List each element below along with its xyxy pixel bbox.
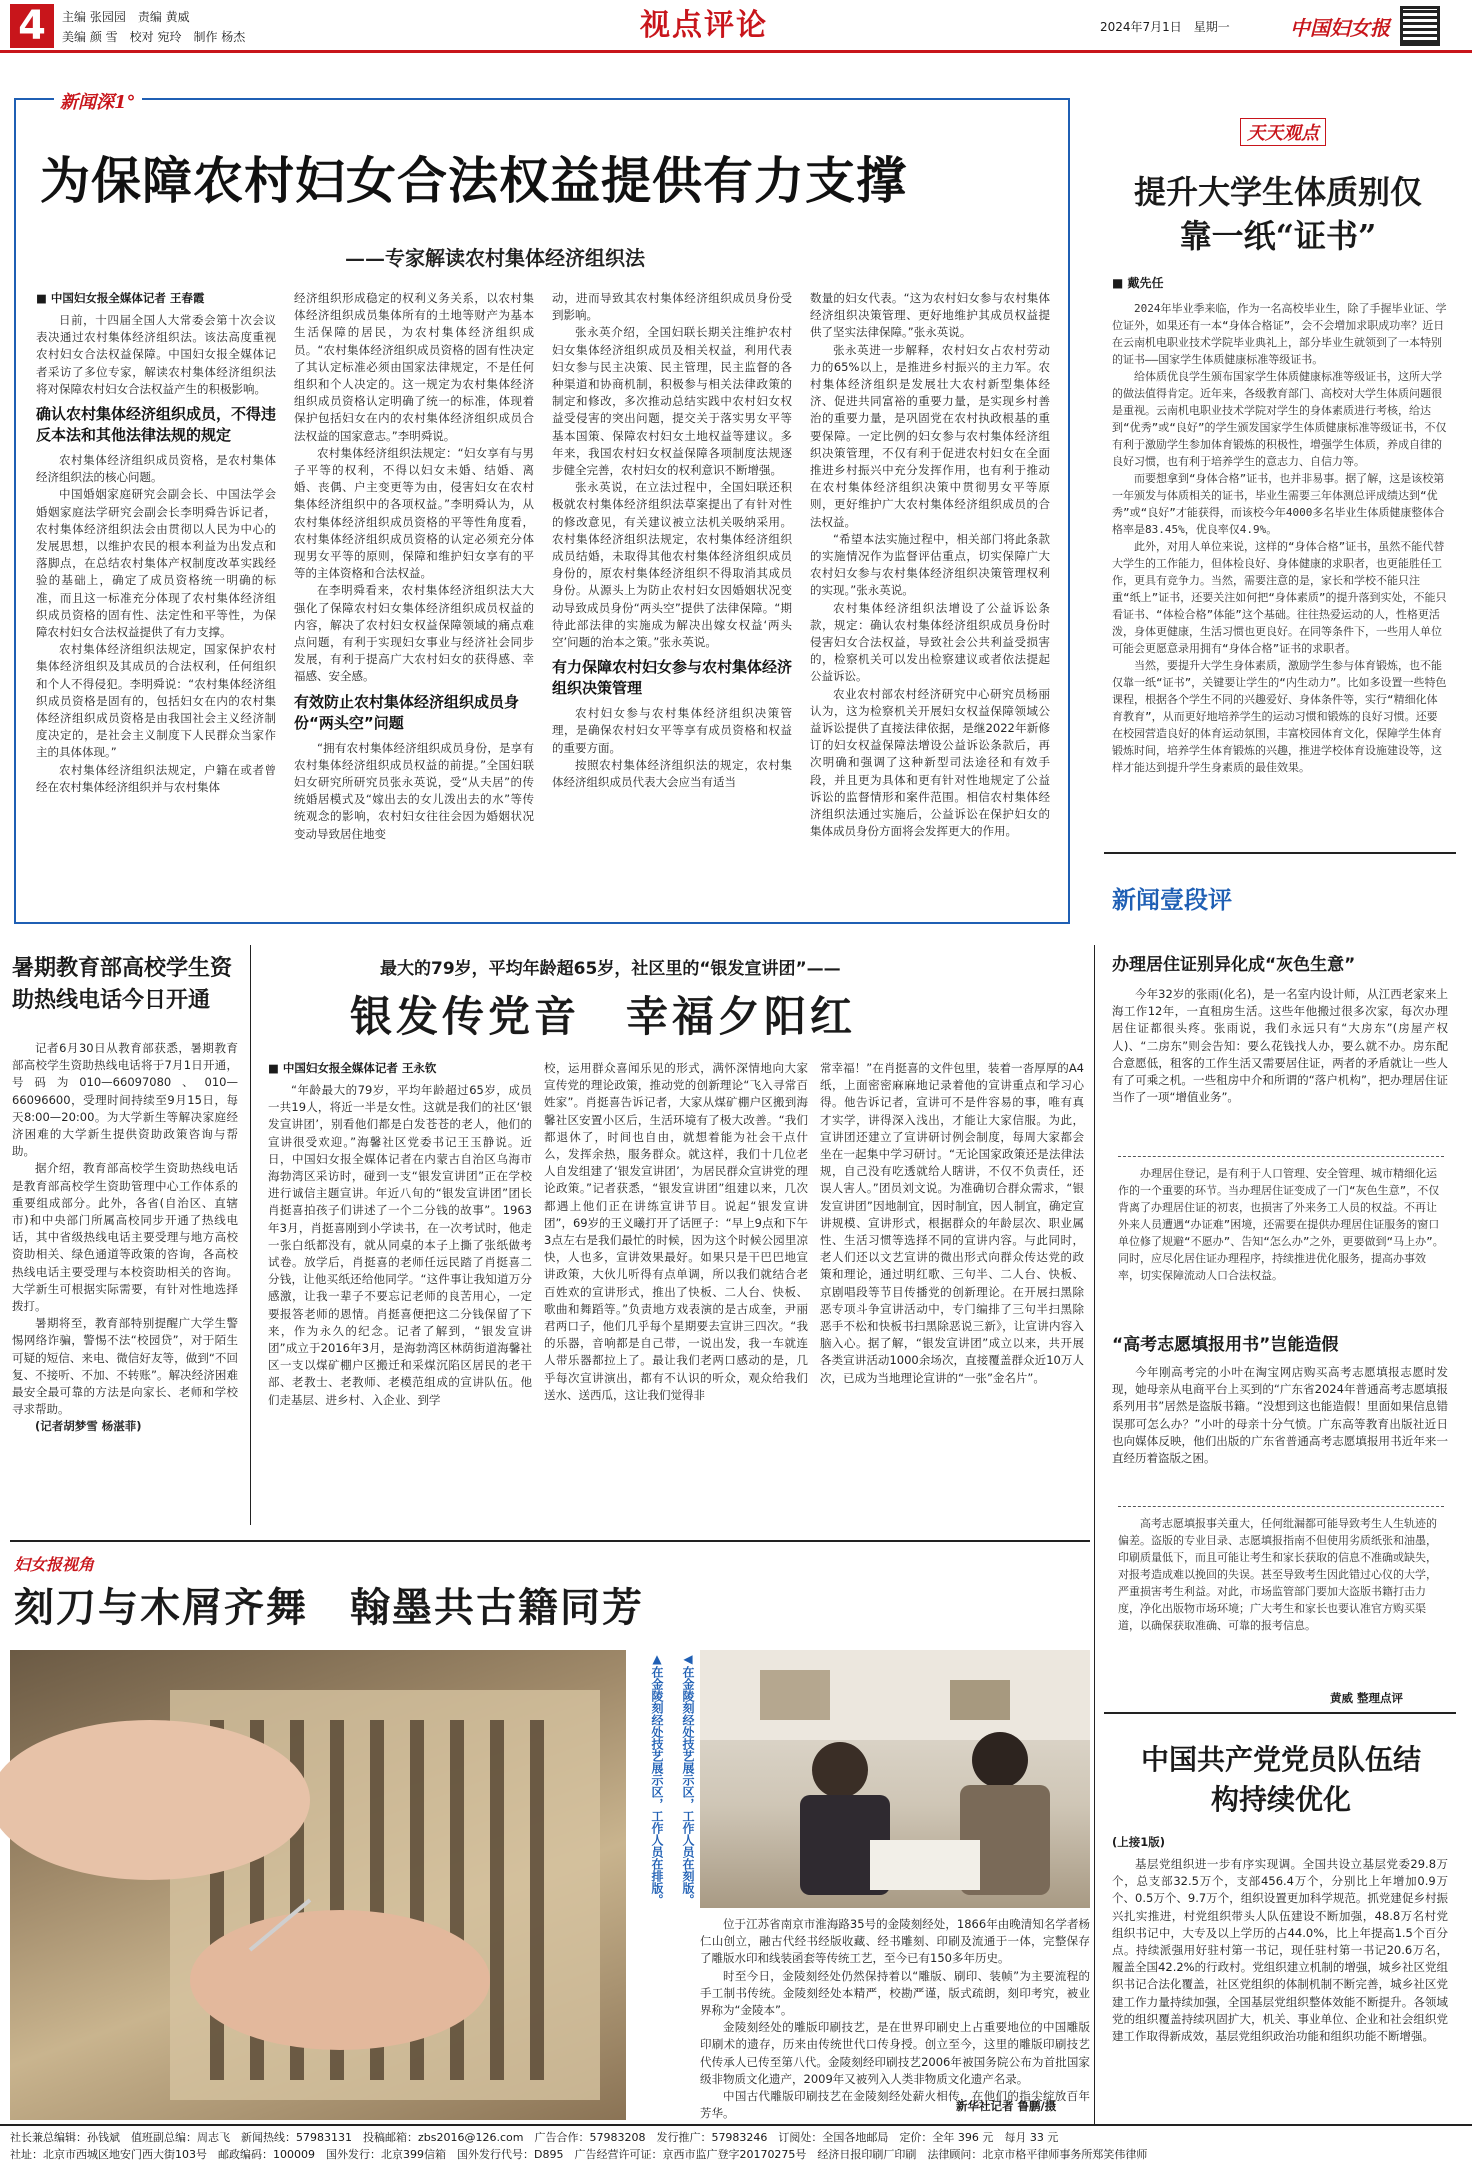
vertical-divider [250, 945, 251, 1525]
hotline-paragraph: 记者6月30日从教育部获悉，暑期教育部高校学生资助热线电话将于7月1日开通，号码为010—66097080、010—66096600，受理时间持续至9月15日，每天8:00—20:00。为大学新生等解决家庭经济困难的大学新生提供资助政策咨询与帮助。 [12, 1041, 238, 1159]
silver-byline: ■ 中国妇女报全媒体记者 王永钦 [268, 1061, 437, 1075]
silver-paragraph: 校，运用群众喜闻乐见的形式，满怀深情地向大家宣传党的理论政策，推动党的创新理论“飞入寻常百姓家”。肖挺喜告诉记者，大家从煤矿棚户区搬到海馨社区安置小区后，生活环境有了极大改善。“我们都退休了，时间也自由，就想着能为社会干点什么，发挥余热，服务群众。就这样，我们十几位老人自发组建了‘银发宣讲团’，为居民群众宣讲党的理论政策。”记者获悉，“银发宣讲团”组建以来，几次都遇上他们正在讲练宣讲节目。说起“银发宣讲团”，69岁的王义曦打开了话匣子：“早上9点和下午3点左右是我们最忙的时候，因为这个时候公园里凉快，人也多，宣讲效果最好。如果只是干巴巴地宣讲政策，大伙儿听得有点单调，所以我们就结合老百姓欢的宣讲形式，推出了快板、二人台、快板、歌曲和舞蹈等。”负责地方戏表演的是古成奎，尹丽君两口子，他们几乎每个星期要去宣讲三四次。“我的乐器，音响都是自己带，一说出发，我一车就连人带乐器都拉上了。最让我们老两口感动的是，几乎每次宣讲演出，都有不认识的听众，观众给我们送水、送西瓜，这让我们觉得非 [544, 1061, 808, 1402]
lead-paragraph: 农业农村部农村经济研究中心研究员杨丽认为，这为检察机关开展妇女权益保障领域公益诉讼提供了直接法律依据，是继2022年新修订的妇女权益保障法增设公益诉讼条款后，再次明确和强调了这种新型司法途径和有效手段，并且更为具体和更有针对性地规定了公益诉讼的监督情形和案件范围。相信农村集体经济组织法通过实施后，公益诉讼在保护妇女的集体成员身份方面将会发挥更大的作用。 [810, 686, 1050, 839]
opinion-paragraph: 而要想拿到“身体合格”证书，也并非易事。据了解，这是该校第一年颁发与体质相关的证书，毕业生需要三年体测总评成绩达到“优秀”或“良好”才能获得，而该校今年4000多名毕业生体质健康整体合格率是83.45%，优良率仅4.9%。 [1112, 472, 1445, 536]
footer-line-1: 社长兼总编辑：孙钱斌 值班副总编：周志飞 新闻热线：57983131 投稿邮箱：zbs2016@126.com 广告合作：57983208 发行推广：57983246 订阅处：全国各地邮局 定价：全年 396 元 每月 33 元 [10, 2131, 1059, 2144]
news-comments-header: 新闻壹段评 [1112, 886, 1232, 914]
section-title: 视点评论 [640, 8, 768, 43]
lead-paragraph: “希望本法实施过程中，相关部门将此条款的实施情况作为监督评估重点，切实保障广大农村妇女参与农村集体经济组织决策管理权利的实现。”张永英说。 [810, 531, 1050, 598]
photo-headline: 刻刀与木屑齐舞 翰墨共古籍同芳 [14, 1584, 644, 1631]
lead-column-4 [810, 290, 1050, 910]
workshop-photo [700, 1650, 1090, 1908]
comment-1-paragraph: 今年32岁的张雨(化名)，是一名室内设计师，从江西老家来上海工作12年，一直租房生活。这些年他搬过很多次家，每次办理居住证都很头疼。张雨说，我们永远只有“大房东”(房屋产权人)、“二房东”则会告知：要么花钱找人办，要么就不办。房东配合意愿低，租客的工作生活又需要居住证，两者的矛盾就让一些人有了可乘之机。一些租房中介和所谓的“落户机构”，把办理居住证当作了一项“增值业务”。 [1112, 987, 1448, 1105]
lead-paragraph: 农村集体经济组织法增设了公益诉讼条款，规定：确认农村集体经济组织成员身份时侵害妇女合法权益，导致社会公共利益受损害的，检察机关可以发出检察建议或者依法提起公益诉讼。 [810, 600, 1050, 684]
photo-credit: 新华社记者 鲁鹏/摄 [956, 2099, 1057, 2113]
hotline-paragraph: 据介绍，教育部高校学生资助热线电话是教育部高校学生资助管理中心工作体系的重要组成部分。此外，各省(自治区、直辖市)和中央部门所属高校同步开通了热线电话，其中省级热线电话主要受理与地方高校资助相关、绿色通道等政策的咨询，各高校热线电话主要受理与本校资助相关的咨询。大学新生可根据实际需要，有针对性地选择拨打。 [12, 1161, 238, 1314]
silver-paragraph: “年龄最大的79岁，平均年龄超过65岁，成员一共19人，将近一半是女性。这就是我们的社区‘银发宣讲团’，别看他们都是白发苍苍的老人，他们的宣讲很受欢迎。”海馨社区党委书记王玉静说。近日，中国妇女报全媒体记者在内蒙古自治区乌海市海勃湾区采访时，碰到一支“银发宣讲团”正在学校进行诚信主题宣讲。年近八旬的“银发宣讲团”团长肖挺喜拍孩子们讲述了一个二分钱的故事”。1963年3月，肖挺喜刚到小学读书，在一次考试时，他走一张白纸都没有，就从同桌的本子上撕了张纸做考试卷。放学后，肖挺喜的老师任远民踏了肖挺喜二分钱，让他买纸还给他同学。“这件事让我知道万分感激，让我一辈子不要忘记老师的良苦用心，一定要报答老师的恩情。肖挺喜便把这二分钱保留了下来，作为永久的纪念。记者了解到，“银发宣讲团”成立于2016年3月，是海勃湾区林荫街道海馨社区一支以煤矿棚户区搬迁和采煤沉陷区居民的老干部、老教士、老教师、老模范组成的宣讲队伍。他们走基层、进乡村、入企业、到学 [268, 1083, 532, 1407]
hotline-title: 暑期教育部高校学生资助热线电话今日开通 [12, 955, 233, 1013]
hotline-byline: (记者胡梦雪 杨湛菲) [35, 1419, 142, 1434]
party-paragraph: 基层党组织进一步有序实现调。全国共设立基层党委29.8万个，总支部32.5万个，支部456.4万个，分别比上年增加0.9万个、0.5万个、9.7万个，组织设置更加科学规范。抓党建促乡村振兴扎实推进，村党组织带头人队伍建设不断加强，48.8万名村党组织书记中，大专及以上学历的占44.0%，比上年提高1.5个百分点。持续派强用好驻村第一书记，现任驻村第一书记20.6万名，履盖全国42.2%的行政村。党组织建立机制的增强，城乡社区党组织书记合法化覆盖，社区党组织的体制机制不断完善，城乡社区党建工作力量持续加强，全国基层党组织整体效能不断提升。各领域党的组织覆盖持续巩固扩大，机关、事业单位、企业和社会组织党建工作取得新成效，基层党组织政治功能和组织功能不断增强。 [1112, 1857, 1448, 2044]
masthead [0, 0, 1472, 58]
opinion-paragraph: 此外，对用人单位来说，这样的“身体合格”证书，虽然不能代替大学生的工作能力，但体检良好、身体健康的求职者，也更能胜任工作，更具有竞争力。当然，需要注意的是，家长和学校不能只注重“纸上”证书，还要关注如何把“身体素质”的提升落到实处，不能只看证书、“体检合格”体能”这个基础。往往热爱运动的人，性格更活泼，身体更健康，生活习惯也更良好。在同等条件下，一些用人单位可能会更愿意录用拥有“身体合格”证书的求职者。 [1112, 540, 1447, 655]
silver-column-2 [544, 1060, 808, 1530]
comment-1-title: 办理居住证别异化成“灰色生意” [1112, 955, 1356, 975]
lead-paragraph: “拥有农村集体经济组织成员身份，是享有农村集体经济组织成员权益的前提。”全国妇联妇女研究所研究员张永英说，受“从夫居”的传统婚居模式及“嫁出去的女儿泼出去的水”等传统观念的影响，农村妇女往往会因为婚姻状况变动导致居住地变 [294, 740, 534, 841]
lead-column-1 [36, 290, 276, 910]
divider [1104, 852, 1456, 854]
issue-date: 2024年7月1日 星期一 [1100, 20, 1230, 34]
lead-subhead-3: 有力保障农村妇女参与农村集体经济组织决策管理 [552, 658, 793, 698]
header-rule [0, 50, 1472, 53]
hotline-paragraph: 暑期将至，教育部特别提醒广大学生警惕网络诈骗，警惕不法“校园贷”，对于陌生可疑的短信、来电、微信好友等，做到“不回复、不接听、不加、不转账”。解决经济困难最安全最可靠的方法是向家长、老师和学校寻求帮助。 [12, 1316, 238, 1417]
lead-paragraph: 张永英介绍，全国妇联长期关注维护农村妇女集体经济组织成员及相关权益，利用代表妇女参与民主决策、民主管理，民主监督的各种渠道和协商机制，积极参与相关法律政策的制定和修改，多次推动总结实践中农村妇女权益受侵害的突出问题，提交关于落实男女平等基本国策、保障农村妇女土地权益等建议。多年来，我国农村妇女权益保障各项制度法规逐步健全完善，农村妇女的权利意识不断增强。 [552, 325, 792, 478]
lead-column-3 [552, 290, 792, 910]
lead-headline: 为保障农村妇女合法权益提供有力支撑 [40, 151, 907, 210]
lead-tag-label: 新闻深1° [60, 92, 136, 113]
opinion-title: 提升大学生体质别仅靠一纸“证书” [1133, 173, 1422, 255]
opinion-paragraph: 给体质优良学生颁布国家学生体质健康标准等级证书，这所大学的做法值得肯定。近年来，各级教育部门、高校对大学生体质问题很是重视。云南机电职业技术学院对学生的身体素质进行考核，给达到“优秀”或“良好”的学生颁发国家学生体质健康标准等级证书，不仅有利于激励学生参加体育锻炼的积极性，增强学生体质，养成自律的良好习惯，也有利于培养学生的意志力、自信力等。 [1112, 370, 1447, 468]
woodblock-illustration [10, 1650, 626, 2120]
page-number: 4 [10, 4, 54, 48]
comment-editor: 黄威 整理点评 [1330, 1691, 1404, 1705]
opinion-author: ■ 戴先任 [1112, 276, 1164, 290]
opinion-tag [1240, 118, 1326, 146]
opinion-paragraph: 当然，要提升大学生身体素质，激励学生参与体育锻炼，也不能仅靠一纸“证书”，关键要让学生的“内生动力”。比如多设置一些特色课程，根据各个学生不同的兴趣爱好、身体条件等，实行“精细化体育教育”，从而更好地培养学生的运动习惯和锻炼的良好习惯。还要在校园营造良好的体育运动氛围，丰富校园体育文化，保障学生体育锻炼时间，培养学生体育锻炼的兴趣，推进学校体育设施建设等，这样才能达到提升学生身素质的最佳效果。 [1112, 659, 1447, 774]
lead-paragraph: 张永英说，在立法过程中，全国妇联还积极就农村集体经济组织法草案提出了有针对性的修改意见，有关建议被立法机关吸纳采用。农村集体经济组织法规定，农村集体经济组织成员结婚，未取得其他农村集体经济组织成员身份的，原农村集体经济组织不得取消其成员身份。从源头上为防止农村妇女因婚姻状况变动导致成员身份“两头空”提供了法律保障。“期待此部法律的实施成为解决出嫁女权益‘两头空’问题的治本之策。”张永英说。 [552, 480, 792, 650]
lead-byline: ■ 中国妇女报全媒体记者 王春霞 [36, 291, 205, 305]
lead-subhead-2: 有效防止农村集体经济组织成员身份“两头空”问题 [294, 692, 520, 732]
comment-2-paragraph: 今年刚高考完的小叶在淘宝网店购买高考志愿填报志愿时发现，她母亲从电商平台上买到的“广东省2024年普通高考志愿填报系列用书”居然是盗版书籍。“没想到这也能造假！里面如果信息错误那可怎么办？”小叶的母亲十分气愤。广东高等教育出版社近日也向媒体反映，他们出版的广东省普通高考志愿填报用书近年来一直经历着盗版之困。 [1112, 1365, 1448, 1466]
photo-paragraph: 金陵刻经处的雕版印刷技艺，是在世界印刷史上占重要地位的中国雕版印刷术的遗存，历来由传统世代口传身授。创立至今，这里的雕版印刷技艺代传承人已传至第八代。金陵刻经印刷技艺2006年被国务院公布为首批国家级非物质文化遗产，2009年又被列入人类非物质文化遗产名录。 [700, 2020, 1090, 2086]
party-body [1112, 1856, 1448, 2104]
party-title: 中国共产党党员队伍结构持续优化 [1140, 1743, 1421, 1816]
lead-paragraph: 张永英进一步解释，农村妇女占农村劳动力的65%以上，是推进乡村振兴的主力军。农村集体经济组织是发展壮大农村新型集体经济、促进共同富裕的重要力量，是实现乡村善治的重要力量，是巩固党在农村执政根基的重要保障。一定比例的妇女参与农村集体经济组织决策管理，不仅有利于促进农村妇女在全面推进乡村振兴中充分发挥作用，也有利于推动在农村集体经济组织决策中贯彻男女平等原则，更好维护广大农村集体经济组织成员的合法权益。 [810, 342, 1050, 529]
lead-paragraph: 农村集体经济组织法规定，国家保护农村集体经济组织及其成员的合法权利，任何组织和个人不得侵犯。李明舜说：“农村集体经济组织成员资格是固有的，包括妇女在内的农村集体经济组织成员资格是由我国社会主义经济制度决定的，是社会主义制度下人民群众当家作主的具体体现。” [36, 642, 276, 760]
lead-paragraph: 日前，十四届全国人大常委会第十次会议表决通过农村集体经济组织法。该法高度重视农村妇女合法权益保障。中国妇女报全媒体记者采访了多位专家，解读农村集体经济组织法将对保障农村妇女合法权益产生的积极影响。 [36, 313, 276, 396]
divider [1104, 1712, 1456, 1714]
hotline-body [12, 1040, 238, 1530]
photo-paragraph: 中国古代雕版印刷技艺在金陵刻经处薪火相传，在他们的指尖绽放百年芳华。 [700, 2089, 1090, 2121]
paper-logo: 中国妇女报 [1290, 16, 1390, 40]
lead-paragraph: 动，进而导致其农村集体经济组织成员身份受到影响。 [552, 291, 792, 323]
photo-paragraph: 位于江苏省南京市淮海路35号的金陵刻经处，1866年由晚清知名学者杨仁山创立，融古代经书经版收藏、经书雕刻、印刷及流通于一体，完整保存了雕版水印和线装函套等传统工艺，至今已有150多年历史。 [700, 1917, 1090, 1966]
party-continued: (上接1版) [1112, 1835, 1166, 1849]
lead-paragraph: 农村集体经济组织成员资格，是农村集体经济组织法的核心问题。 [36, 453, 276, 485]
opinion-tag-label: 天天观点 [1240, 118, 1326, 146]
comment-1-remark [1118, 1156, 1444, 1308]
comment-2-title: “高考志愿填报用书”岂能造假 [1112, 1335, 1339, 1355]
comment-2-remark [1118, 1506, 1444, 1662]
silver-column-1 [268, 1060, 532, 1530]
photo-paragraph: 时至今日，金陵刻经处仍然保持着以“雕版、刷印、装帧”为主要流程的手工制书传统。金陵刻经处本精严，校勘严谨，版式疏朗，刻印考究，被业界称为“金陵本”。 [700, 1968, 1090, 2018]
photo-caption-1: ▲在金陵刻经处技艺展示区，工作人员在排版。 [650, 1652, 664, 1906]
lead-subtitle: ——专家解读农村集体经济组织法 [345, 246, 645, 270]
lead-subhead-1: 确认农村集体经济组织成员，不得违反本法和其他法律法规的规定 [36, 405, 277, 445]
photo-tag [14, 1552, 94, 1575]
workshop-illustration [700, 1650, 1090, 1908]
lead-paragraph: 在李明舜看来，农村集体经济组织法大大强化了保障农村妇女集体经济组织成员权益的内容，解决了农村妇女权益保障领域的痛点难点问题，有利于实现妇女事业与经济社会同步发展，有利于提高广大农村妇女的获得感、幸福感、安全感。 [294, 583, 534, 684]
staff-line-1: 主编 张园园 责编 黄威 [62, 10, 190, 24]
footer-rule [0, 2124, 1472, 2126]
lead-paragraph: 农村妇女参与农村集体经济组织决策管理，是确保农村妇女平等享有成员资格和权益的重要方面。 [552, 706, 792, 755]
footer-line-2: 社址：北京市西城区地安门西大街103号 邮政编码：100009 国外发行：北京399信箱 国外发行代号：D895 广告经营许可证：京西市监广登字20170275号 经济日报印刷厂印刷 法律顾问：北京市格平律师事务所郑笑伟律师 [10, 2148, 1148, 2161]
comment-1-remark-text: 办理居住登记，是有利于人口管理、安全管理、城市精细化运作的一个重要的环节。当办理居住证变成了一门“灰色生意”，不仅背离了办理居住证的初衷，也损害了外来务工人员的权益。不再让外来人员遭遇“办证难”困境，还需要在提供办理居住证服务的窗口单位修了规避“不愿办”、告知“怎么办”之外，更要做到“马上办”。同时，应尽化居住证办理程序，持续推进优化服务，提高办事效率，切实保障流动人口合法权益。 [1118, 1167, 1444, 1282]
lead-column-2 [294, 290, 534, 910]
lead-paragraph: 农村集体经济组织法规定，户籍在或者曾经在农村集体经济组织并与农村集体 [36, 762, 276, 794]
photo-tag-label: 妇女报视角 [14, 1555, 95, 1574]
vertical-divider [1094, 945, 1095, 2125]
divider [10, 1540, 1090, 1542]
lead-paragraph: 经济组织形成稳定的权利义务关系，以农村集体经济组织成员集体所有的土地等财产为基本生活保障的居民，为农村集体经济组织成员。“农村集体经济组织成员资格的固有性决定了其认定标准必须由国家法律规定，不是任何组织和个人决定的。这一规定为农村集体经济组织成员资格认定明确了统一的标准，体现着保护包括妇女在内的农村集体经济组织成员合法权益的国家意志。”李明舜说。 [294, 291, 534, 443]
opinion-paragraph: 2024年毕业季来临，作为一名高校毕业生，除了手握毕业证、学位证外，如果还有一本“身体合格证”，会不会增加求职成功率？近日在云南机电职业技术学院毕业典礼上，部分毕业生就领到了一本特别的证书——国家学生体质健康标准等级证书。 [1112, 302, 1447, 366]
lead-paragraph: 按照农村集体经济组织法的规定，农村集体经济组织成员代表大会应当有适当 [552, 757, 792, 790]
lead-paragraph: 中国婚姻家庭研究会副会长、中国法学会婚姻家庭法学研究会副会长李明舜告诉记者，农村集体经济组织法会由贯彻以人民为中心的发展思想，以维护农民的根本利益为出发点和落脚点，在总结农村集体产权制度改革实践经验的基础上，确定了成员资格统一明确的标准，而且这一标准充分体现了农村集体经济组织成员资格的固有性、法定性和平等性，为保障农村妇女合法权益提供了有力支撑。 [36, 487, 276, 640]
lead-paragraph: 农村集体经济组织法规定：“妇女享有与男子平等的权利，不得以妇女未婚、结婚、离婚、丧偶、户主变更等为由，侵害妇女在农村集体经济组织中的各项权益。”李明舜认为，从农村集体经济组织成员资格的平等性角度看，农村集体经济组织成员资格的认定必须充分体现男女平等的原则，保障和维护妇女享有的平等的主体资格和合法权益。 [294, 445, 534, 581]
photo-caption-2: ◀在金陵刻经处技艺展示区，工作人员在刻版。 [681, 1652, 695, 1906]
silver-headline: 银发传党音 幸福夕阳红 [350, 992, 857, 1041]
silver-column-3 [820, 1060, 1084, 1530]
silver-kicker: 最大的79岁，平均年龄超65岁，社区里的“银发宣讲团”—— [380, 959, 841, 979]
opinion-body [1112, 300, 1448, 840]
silver-paragraph: 常幸福！”在肖挺喜的文件包里，装着一沓厚厚的A4纸，上面密密麻麻地记录着他的宣讲重点和学习心得。他告诉记者，宣讲可不是件容易的事，唯有真才实学，讲得深入浅出，才能让大家信服。为此，宣讲团还建立了宣讲研讨例会制度，每周大家都会坐在一起集中学习研讨。“无论国家政策还是法律法规，自己没有吃透就给人瞎讲，不仅不负责任，还误人害人。”团员刘文说。为准确切合群众需求，“银发宣讲团”因地制宜，因时制宜，因人制宜，确定宣讲规模、宣讲形式，根据群众的年龄层次、职业属性、生活习惯等选择不同的宣讲内容。与此同时，老人们还以文艺宣讲的微出形式向群众传达党的政策和理论，通过明红歌、三句半、二人台、快板、京剧唱段等节目传播党的创新理论。在开展扫黑除恶专项斗争宣讲活动中，专门编排了三句半扫黑除恶手不松和快板书扫黑除恶说三新》，让宣讲内容入脑入心。据了解，“银发宣讲团”成立以来，共开展各类宣讲活动1000余场次，直接覆盖群众近10万人次，已成为当地理论宣讲的“一张”金名片”。 [820, 1061, 1084, 1385]
comment-2-body [1112, 1364, 1448, 1494]
qr-code-icon [1400, 6, 1440, 46]
staff-line-2: 美编 颜 雪 校对 宛玲 制作 杨杰 [62, 30, 246, 44]
lead-paragraph: 数量的妇女代表。“这为农村妇女参与农村集体经济组织决策管理、更好地维护其成员权益提供了坚实法律保障。”张永英说。 [810, 291, 1050, 340]
woodblock-carving-photo [10, 1650, 626, 2120]
lead-tag [54, 88, 142, 114]
comment-2-remark-text: 高考志愿填报事关重大，任何纰漏都可能导致考生人生轨迹的偏差。盗版的专业目录、志愿填报指南不但使用劣质纸张和油墨，印刷质量低下，而且可能让考生和家长获取的信息不准确或缺失，对报考造成难以挽回的失误。甚至导致考生因此错过心仪的大学，严重损害考生利益。对此，市场监管部门要加大盗版书籍打击力度，净化出版物市场环境；广大考生和家长也要认准官方购买渠道，以确保获取准确、可靠的报考信息。 [1118, 1517, 1437, 1632]
comment-1-body [1112, 986, 1448, 1146]
